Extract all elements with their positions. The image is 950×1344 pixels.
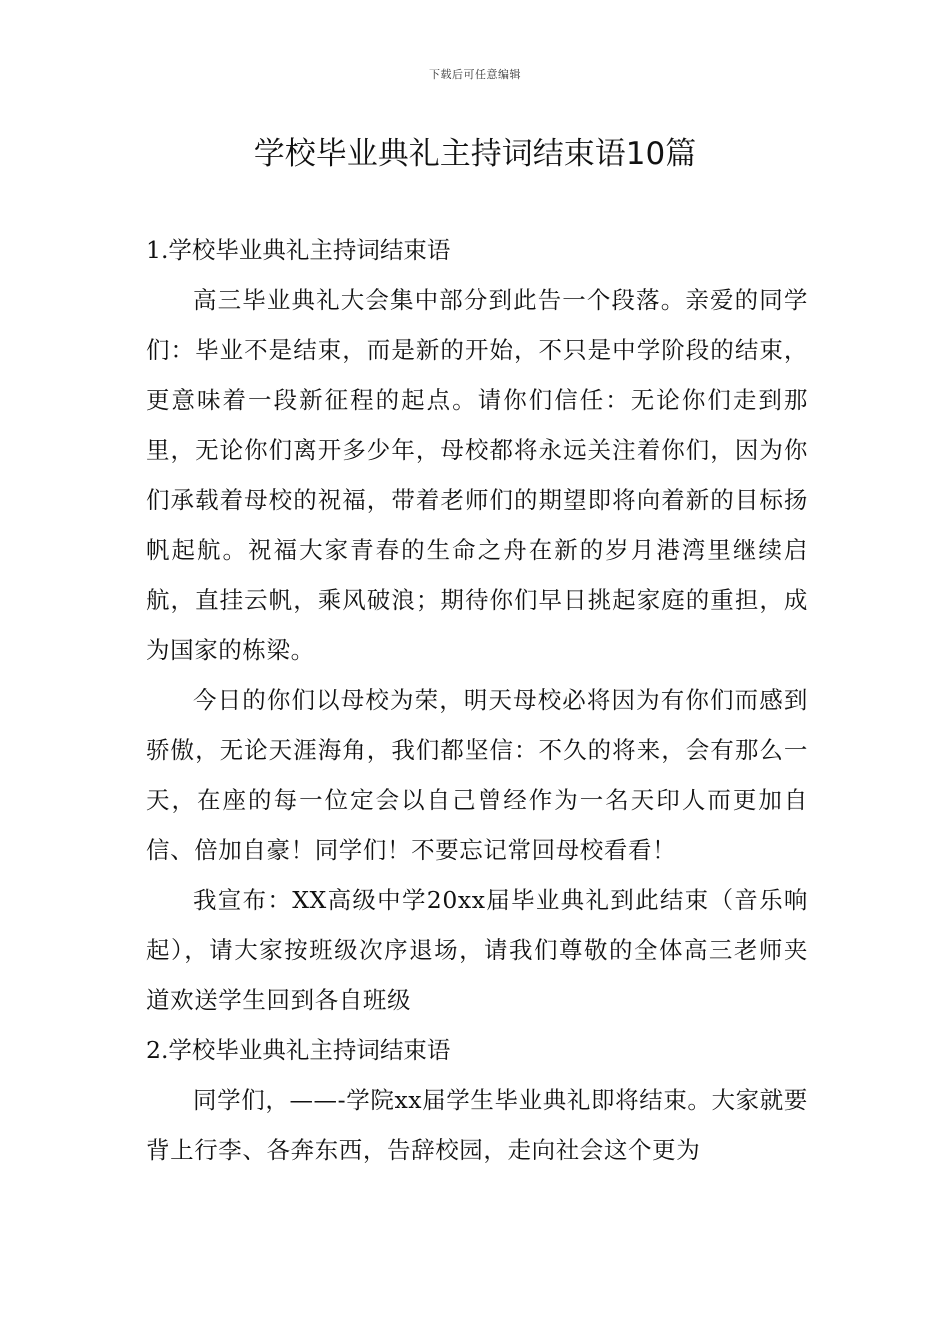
header-note: 下载后可任意编辑 bbox=[429, 68, 521, 81]
paragraph: 同学们，——-学院xx届学生毕业典礼即将结束。大家就要背上行李、各奔东西，告辞校园，走向社会这个更为 bbox=[146, 1086, 808, 1164]
section-heading-2: 2.学校毕业典礼主持词结束语 bbox=[146, 1036, 451, 1064]
document-title: 学校毕业典礼主持词结束语10篇 bbox=[253, 136, 697, 172]
paragraph: 我宣布：XX高级中学20xx届毕业典礼到此结束（音乐响起），请大家按班级次序退场，请我们尊敬的全体高三老师夹道欢送学生回到各自班级 bbox=[146, 886, 808, 1014]
paragraph: 今日的你们以母校为荣，明天母校必将因为有你们而感到骄傲，无论天涯海角，我们都坚信：不久的将来，会有那么一天，在座的每一位定会以自己曾经作为一名天印人而更加自信、倍加自豪！同学们！不要忘记常回母校看看！ bbox=[146, 686, 808, 864]
section-heading-1: 1.学校毕业典礼主持词结束语 bbox=[146, 236, 451, 264]
paragraph: 高三毕业典礼大会集中部分到此告一个段落。亲爱的同学们：毕业不是结束，而是新的开始，不只是中学阶段的结束，更意味着一段新征程的起点。请你们信任：无论你们走到那里，无论你们离开多少年，母校都将永远关注着你们，因为你们承载着母校的祝福，带着老师们的期望即将向着新的目标扬帆起航。祝福大家青春的生命之舟在新的岁月港湾里继续启航，直挂云帆，乘风破浪；期待你们早日挑起家庭的重担，成为国家的栋梁。 bbox=[146, 286, 808, 664]
document-body bbox=[146, 225, 808, 1175]
